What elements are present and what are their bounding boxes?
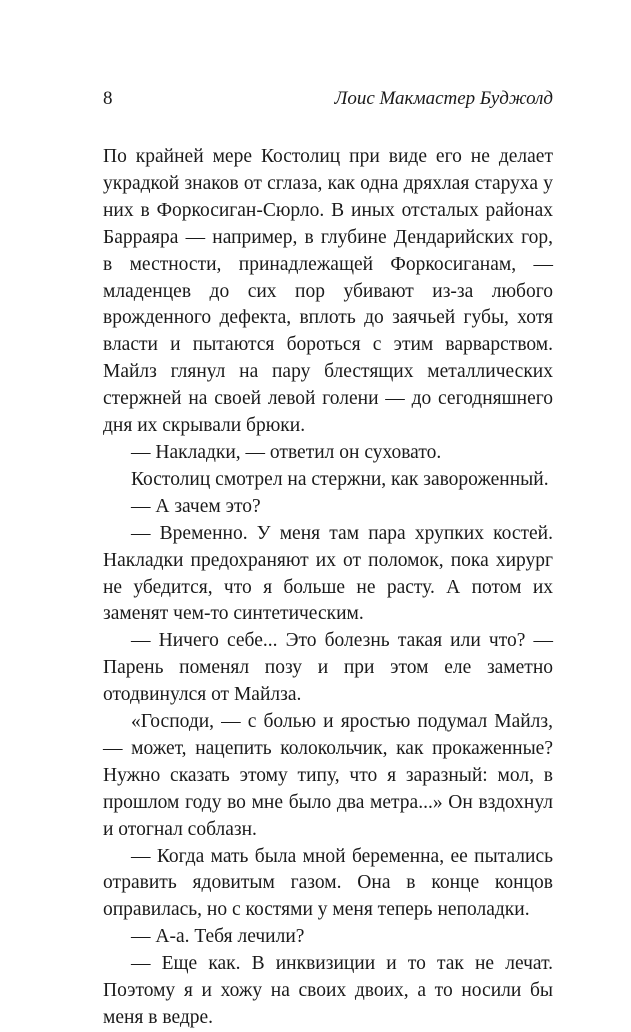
running-head-author: Лоис Макмастер Буджолд <box>334 88 553 109</box>
body-text <box>103 144 553 1032</box>
running-header <box>103 88 553 128</box>
paragraph: Костолиц смотрел на стержни, как завороженный. <box>131 468 549 490</box>
paragraph: — Когда мать была мной беременна, ее пытались отравить ядовитым газом. Она в конце концов оправилась, но с костями у меня теперь неполадки. <box>103 845 553 921</box>
paragraph: — Еще как. В инквизиции и то так не лечат. Поэтому я и хожу на своих двоих, а то носили бы меня в ведре. <box>103 953 553 1028</box>
paragraph: — Ничего себе... Это болезнь такая или что? — Парень поменял позу и при этом еле заметно отодвинулся от Майлза. <box>103 630 553 706</box>
paragraph: — А зачем это? <box>131 495 261 517</box>
book-page <box>103 88 553 1032</box>
page-number: 8 <box>103 88 113 109</box>
paragraph: «Господи, — с болью и яростью подумал Майлз, — может, нацепить колокольчик, как прокаженные? Нужно сказать этому типу, что я заразный: мол, в прошлом году во мне было два метра...» Он вздохнул и отогнал соблазн. <box>103 711 553 840</box>
paragraph: — А-а. Тебя лечили? <box>131 926 305 948</box>
paragraph: По крайней мере Костолиц при виде его не делает украдкой знаков от сглаза, как одна дряхлая старуха у них в Форкосиган-Сюрло. В иных отсталых районах Барраяра — например, в глубине Дендарийских гор, в местности, принадлежащей Форкосиганам, — младенцев до сих пор убивают из-за любого врожденного дефекта, вплоть до заячьей губы, хотя власти и пытаются бороться с этим варварством. Майлз глянул на пару блестящих металлических стержней на своей левой голени — до сегодняшнего дня их скрывали брюки. <box>103 146 553 437</box>
paragraph: — Временно. У меня там пара хрупких костей. Накладки предохраняют их от поломок, пока хирург не убедится, что я больше не расту. А потом их заменят чем-то синтетическим. <box>103 522 553 625</box>
paragraph: — Накладки, — ответил он суховато. <box>131 441 442 463</box>
